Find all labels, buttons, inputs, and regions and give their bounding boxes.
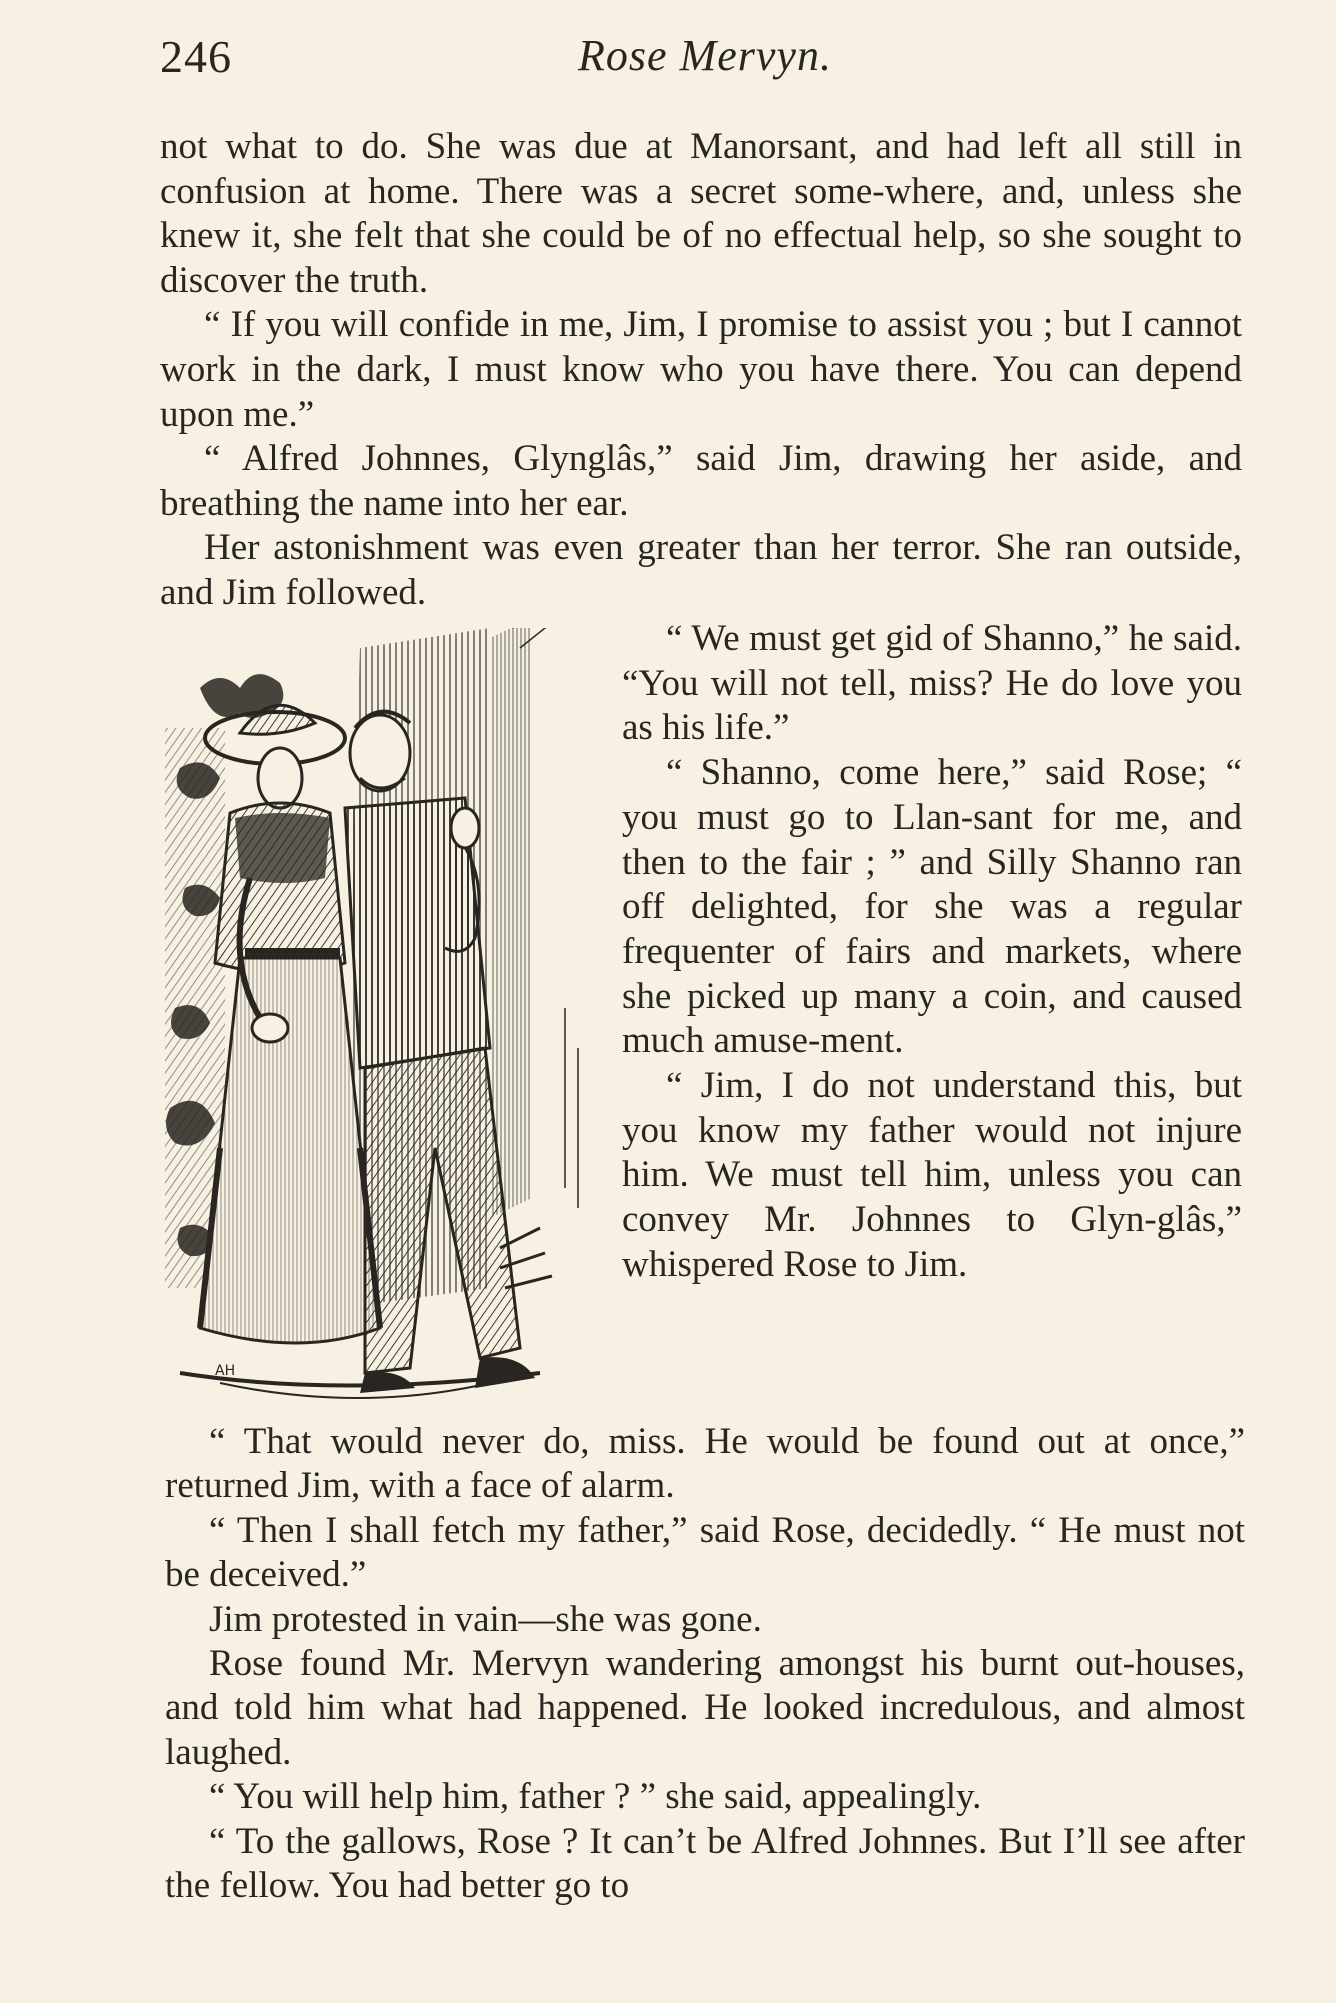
- running-head: [160, 30, 1250, 90]
- top-text: [160, 125, 1242, 616]
- paragraph: “ You will help him, father ? ” she said, appealingly.: [209, 1776, 982, 1818]
- page-number: 246: [160, 31, 232, 82]
- paragraph: “ Jim, I do not understand this, but you know my father would not injure him. We must tell him, unless you can convey Mr. Johnnes to Glyn-glâs,” whispered Rose to Jim.: [622, 1065, 1242, 1285]
- illustrator-signature: AH: [215, 1363, 236, 1379]
- paragraph: Jim protested in vain—she was gone.: [209, 1598, 762, 1640]
- paragraph: “ To the gallows, Rose ? It can’t be Alfred Johnnes. But I’ll see after the fellow. You had better go to: [165, 1820, 1245, 1907]
- paragraph: Rose found Mr. Mervyn wandering amongst his burnt out-houses, and told him what had happened. He looked incredulous, and almost laughed.: [165, 1643, 1245, 1773]
- illustration-woman-and-old-man-icon: [160, 628, 610, 1413]
- paragraph: “ Shanno, come here,” said Rose; “ you must go to Llan-sant for me, and then to the fair ; ” and Silly Shanno ran off delighted, for she was a regular frequenter of fairs and markets, where she picked up many a coin, and caused much amuse-ment.: [622, 752, 1242, 1062]
- bottom-text: [165, 1420, 1245, 1908]
- paragraph: Her astonishment was even greater than her terror. She ran outside, and Jim followed.: [160, 527, 1242, 613]
- paragraph: not what to do. She was due at Manorsant, and had left all still in confusion at home. There was a secret some-where, and, unless she knew it, she felt that she could be of no effectual help, so she sought to discover the truth.: [160, 126, 1242, 301]
- side-text: [622, 617, 1242, 1288]
- illustration: [160, 628, 610, 1413]
- paragraph: “ We must get gid of Shanno,” he said. “You will not tell, miss? He do love you as his life.”: [622, 618, 1242, 749]
- paragraph: “ If you will confide in me, Jim, I promise to assist you ; but I cannot work in the dark, I must know who you have there. You can depend upon me.”: [160, 304, 1242, 435]
- paragraph: “ Alfred Johnnes, Glynglâs,” said Jim, drawing her aside, and breathing the name into her ear.: [160, 438, 1242, 524]
- running-title: Rose Mervyn.: [578, 31, 832, 80]
- paragraph: “ Then I shall fetch my father,” said Rose, decidedly. “ He must not be deceived.”: [165, 1509, 1245, 1596]
- paragraph: “ That would never do, miss. He would be found out at once,” returned Jim, with a face of alarm.: [165, 1421, 1245, 1507]
